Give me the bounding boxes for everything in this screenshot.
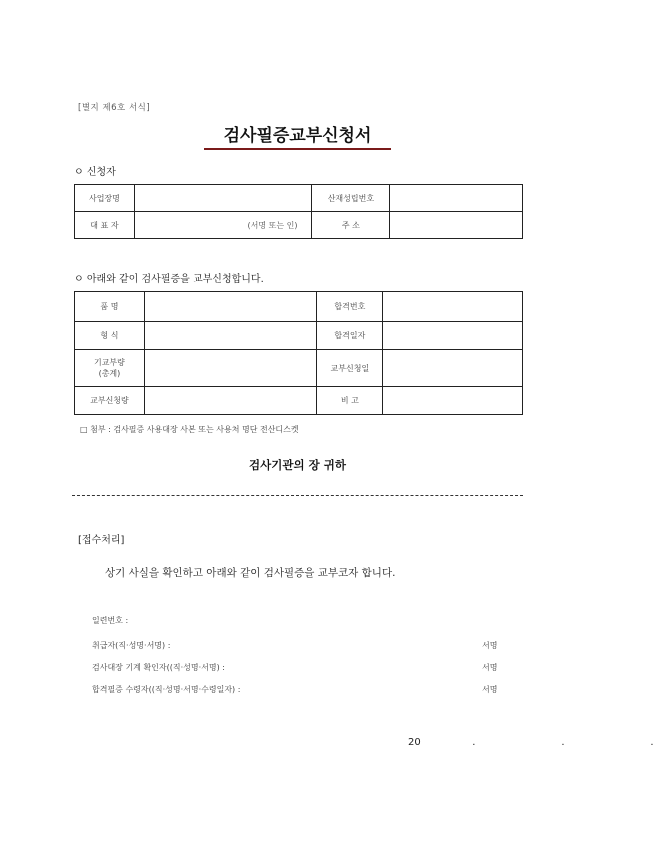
attachment-note: □ 첨부 : 검사필증 사용대장 사본 또는 사용처 명단 전산디스켓 (80, 425, 299, 434)
pass-date-label: 합격일자 (317, 322, 383, 350)
inspector-sign-word: 서명 (482, 663, 498, 672)
request-quantity-field[interactable] (144, 387, 317, 415)
inspector-label: 검사대장 기계 확인자((직·성명·서명) : (92, 663, 225, 672)
business-reg-label: 산재성립번호 (312, 185, 390, 212)
signature-note: (서명 또는 인) (247, 220, 298, 230)
business-reg-field[interactable] (390, 185, 523, 212)
pass-number-label: 합격번호 (317, 292, 383, 322)
applicant-table (74, 184, 523, 239)
title-underline (204, 148, 391, 150)
receipt-heading: [접수처리] (78, 535, 125, 546)
handler-label: 취급자(직·성명·서명) : (92, 641, 171, 650)
request-line: ㅇ 아래와 같이 검사필증을 교부신청합니다. (74, 274, 264, 285)
product-name-label: 품 명 (75, 292, 145, 322)
business-name-field[interactable] (134, 185, 312, 212)
model-field[interactable] (144, 322, 317, 350)
issue-date-label: 교부신청일 (317, 350, 383, 387)
issued-quantity-field[interactable] (144, 350, 317, 387)
serial-number-label: 일련번호 : (92, 616, 129, 625)
address-field[interactable] (390, 212, 523, 239)
handler-sign-word: 서명 (482, 641, 498, 650)
representative-label: 대 표 자 (75, 212, 135, 239)
address-label: 주 소 (312, 212, 390, 239)
confirmation-text: 상기 사실을 확인하고 아래와 같이 검사필증을 교부코자 합니다. (105, 567, 396, 579)
issue-date-field[interactable] (383, 350, 523, 387)
recipient-sign-word: 서명 (482, 685, 498, 694)
request-quantity-label: 교부신청량 (75, 387, 145, 415)
agency-addressee: 검사기관의 장 귀하 (249, 458, 346, 472)
issued-quantity-label-line1: 기교부량 (93, 358, 125, 367)
form-number-label: [별지 제6호 서식] (78, 103, 151, 113)
item-table (74, 291, 523, 415)
representative-field[interactable] (134, 212, 312, 239)
remarks-label: 비 고 (317, 387, 383, 415)
product-name-field[interactable] (144, 292, 317, 322)
date-line[interactable]: 20 . . . (408, 737, 654, 748)
model-label: 형 식 (75, 322, 145, 350)
document-title: 검사필증교부신청서 (223, 126, 372, 146)
issued-quantity-label-line2: (총계) (98, 369, 121, 378)
issued-quantity-label (75, 350, 145, 387)
remarks-field[interactable] (383, 387, 523, 415)
applicant-section-heading: ㅇ 신청자 (74, 167, 116, 178)
pass-number-field[interactable] (383, 292, 523, 322)
pass-date-field[interactable] (383, 322, 523, 350)
business-name-label: 사업장명 (75, 185, 135, 212)
cut-line (72, 495, 523, 496)
recipient-label: 합격필증 수령자((직·성명·서명·수령일자) : (92, 685, 241, 694)
